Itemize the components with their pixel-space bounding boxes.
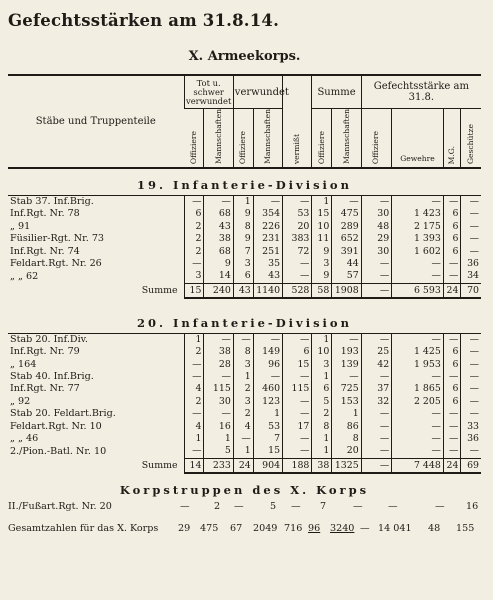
cell-value: 8 xyxy=(312,421,332,433)
cell-value: 1 425 xyxy=(392,346,444,358)
cell-value: — xyxy=(461,383,481,395)
cell-value: — xyxy=(392,334,444,346)
unit-name: Stab 20. Feldart.Brig. xyxy=(10,408,116,420)
cell-value: 2 xyxy=(184,233,204,245)
cell-value: 383 xyxy=(283,233,312,245)
cell-value: 36 xyxy=(461,258,481,270)
sum-value: 58 xyxy=(312,283,332,298)
cell-value: — xyxy=(283,408,312,420)
cell-value: — xyxy=(361,433,392,445)
cell-value: 9 xyxy=(204,258,233,270)
cell-value: 34 xyxy=(461,270,481,283)
cell-value: 6 xyxy=(443,246,461,258)
cell-value: — xyxy=(283,334,312,346)
cell-value: 2 xyxy=(233,383,253,395)
unit-name: Feldart.Rgt. Nr. 10 xyxy=(10,420,102,432)
cell-value: — xyxy=(461,233,481,245)
cell-value: — xyxy=(461,196,481,208)
cell-value: 15 xyxy=(283,359,312,371)
cell-value: 9 xyxy=(233,233,253,245)
korps-value: — xyxy=(291,500,301,512)
sum-value: — xyxy=(361,458,392,473)
cell-value: 1 xyxy=(332,408,361,420)
cell-value: — xyxy=(392,196,444,208)
cell-value: 33 xyxy=(461,421,481,433)
unit-name: Feldart.Rgt. Nr. 26 xyxy=(10,257,102,269)
cell-value: 30 xyxy=(361,246,392,258)
gesamt-value: 3240 xyxy=(330,522,355,534)
cell-value: 3 xyxy=(233,258,253,270)
cell-value: 6 xyxy=(443,233,461,245)
header-verwundet: verwundet xyxy=(233,76,282,109)
cell-value: 16 xyxy=(204,421,233,433)
cell-value: 6 xyxy=(443,221,461,233)
cell-value: — xyxy=(253,196,282,208)
cell-value: — xyxy=(283,396,312,408)
sum-value: 38 xyxy=(312,458,332,473)
header-mannschaften: Mannschaften xyxy=(204,109,233,167)
cell-value: 1 xyxy=(312,196,332,208)
cell-value: 1 393 xyxy=(392,233,444,245)
cell-value: — xyxy=(233,334,253,346)
div19-title: 19. Infanterie-Division xyxy=(137,177,352,192)
korps-value: 5 xyxy=(270,500,277,512)
cell-value: 68 xyxy=(204,246,233,258)
table-row xyxy=(8,221,481,233)
cell-value: 4 xyxy=(184,383,204,395)
sum-value: 7 448 xyxy=(392,458,444,473)
sum-value: 15 xyxy=(184,283,204,298)
gesamt-value: 48 xyxy=(428,522,441,534)
cell-value: 37 xyxy=(361,383,392,395)
korps-row-name: II./Fußart.Rgt. Nr. 20 xyxy=(8,500,112,512)
cell-value: 68 xyxy=(204,208,233,220)
cell-value: — xyxy=(461,346,481,358)
table-row xyxy=(8,233,481,245)
cell-value: 1 xyxy=(204,433,233,445)
table-row xyxy=(8,408,481,420)
cell-value: — xyxy=(443,421,461,433)
unit-name: „ 92 xyxy=(10,395,31,407)
cell-value: 6 xyxy=(443,383,461,395)
header-offiziere: Offiziere xyxy=(188,130,198,164)
gesamt-value: 716 xyxy=(284,522,303,534)
cell-value: — xyxy=(361,421,392,433)
cell-value: 6 xyxy=(443,208,461,220)
korps-value: — xyxy=(388,500,398,512)
cell-value: 9 xyxy=(233,208,253,220)
cell-value: 6 xyxy=(443,346,461,358)
cell-value: 1 865 xyxy=(392,383,444,395)
unit-name: Inf.Rgt. Nr. 77 xyxy=(10,383,80,395)
cell-value: — xyxy=(184,408,204,420)
cell-value: 20 xyxy=(283,221,312,233)
cell-value: — xyxy=(283,258,312,270)
cell-value: 8 xyxy=(332,433,361,445)
cell-value: 3 xyxy=(184,270,204,283)
cell-value: 391 xyxy=(332,246,361,258)
korps-row xyxy=(8,500,481,514)
cell-value: — xyxy=(461,208,481,220)
cell-value: 231 xyxy=(253,233,282,245)
sum-value: 1908 xyxy=(332,283,361,298)
table-row xyxy=(8,208,481,220)
cell-value: 20 xyxy=(332,445,361,458)
cell-value: — xyxy=(361,258,392,270)
cell-value: 115 xyxy=(204,383,233,395)
cell-value: — xyxy=(361,270,392,283)
cell-value: — xyxy=(204,196,233,208)
cell-value: 4 xyxy=(233,421,253,433)
cell-value: — xyxy=(461,359,481,371)
cell-value: 7 xyxy=(253,433,282,445)
cell-value: 1 xyxy=(312,334,332,346)
gesamt-value: 14 041 xyxy=(378,522,412,534)
sum-row xyxy=(8,458,481,473)
cell-value: 2 xyxy=(233,408,253,420)
gesamt-value: 2049 xyxy=(253,522,278,534)
cell-value: 6 xyxy=(443,396,461,408)
cell-value: 6 xyxy=(443,359,461,371)
cell-value: 193 xyxy=(332,346,361,358)
sum-value: 43 xyxy=(233,283,253,298)
header-mannschaften: Mannschaften xyxy=(253,109,282,167)
cell-value: — xyxy=(461,246,481,258)
table-row xyxy=(8,383,481,395)
div20-title: 20. Infanterie-Division xyxy=(137,315,352,330)
table-row xyxy=(8,334,481,346)
cell-value: 36 xyxy=(461,433,481,445)
cell-value: 460 xyxy=(253,383,282,395)
gesamt-label: Gesamtzahlen für das X. Korps xyxy=(8,522,159,534)
cell-value: 1 xyxy=(233,196,253,208)
cell-value: — xyxy=(443,445,461,458)
cell-value: 725 xyxy=(332,383,361,395)
sum-label: Summe xyxy=(141,285,178,296)
table-row xyxy=(8,396,481,408)
cell-value: 43 xyxy=(253,270,282,283)
korps-value: 7 xyxy=(320,500,327,512)
div20-table xyxy=(8,334,481,474)
cell-value: — xyxy=(461,221,481,233)
cell-value: — xyxy=(283,371,312,383)
header-offiziere: Offiziere xyxy=(233,109,253,167)
sum-value: 1325 xyxy=(332,458,361,473)
korps-value: — xyxy=(180,500,190,512)
cell-value: 149 xyxy=(253,346,282,358)
cell-value: 2 xyxy=(184,396,204,408)
gesamt-row xyxy=(8,522,481,536)
sum-value: 904 xyxy=(253,458,282,473)
korps-value: 16 xyxy=(466,500,479,512)
table-row xyxy=(8,258,481,270)
unit-name: 2./Pion.-Batl. Nr. 10 xyxy=(10,445,107,457)
cell-value: 38 xyxy=(204,346,233,358)
table-row xyxy=(8,246,481,258)
cell-value: 652 xyxy=(332,233,361,245)
cell-value: 2 xyxy=(184,346,204,358)
cell-value: 72 xyxy=(283,246,312,258)
sum-label: Summe xyxy=(141,460,178,472)
table-row xyxy=(8,196,481,208)
cell-value: 1 xyxy=(253,408,282,420)
cell-value: — xyxy=(392,270,444,283)
cell-value: — xyxy=(392,433,444,445)
cell-value: — xyxy=(443,258,461,270)
cell-value: — xyxy=(361,445,392,458)
sum-value: 69 xyxy=(461,458,481,473)
cell-value: 1 953 xyxy=(392,359,444,371)
cell-value: 153 xyxy=(332,396,361,408)
cell-value: 17 xyxy=(283,421,312,433)
cell-value: 1 xyxy=(184,334,204,346)
cell-value: 86 xyxy=(332,421,361,433)
cell-value: — xyxy=(361,408,392,420)
div19-table xyxy=(8,196,481,299)
cell-value: 44 xyxy=(332,258,361,270)
korps-value: — xyxy=(435,500,445,512)
table-row xyxy=(8,270,481,283)
cell-value: 5 xyxy=(204,445,233,458)
cell-value: 57 xyxy=(332,270,361,283)
header-units: Stäbe und Truppenteile xyxy=(35,115,156,127)
cell-value: — xyxy=(204,334,233,346)
cell-value: — xyxy=(361,196,392,208)
cell-value: 28 xyxy=(204,359,233,371)
cell-value: 6 xyxy=(283,346,312,358)
table-row xyxy=(8,371,481,383)
table-header xyxy=(8,76,481,167)
cell-value: 2 xyxy=(184,246,204,258)
cell-value: 6 xyxy=(312,383,332,395)
cell-value: 3 xyxy=(233,396,253,408)
unit-name: „ 91 xyxy=(10,220,31,232)
cell-value: 38 xyxy=(204,233,233,245)
cell-value: 30 xyxy=(361,208,392,220)
cell-value: 35 xyxy=(253,258,282,270)
gesamt-value: 29 xyxy=(178,522,191,534)
cell-value: 6 xyxy=(184,208,204,220)
cell-value: 3 xyxy=(312,359,332,371)
cell-value: 2 175 xyxy=(392,221,444,233)
sum-value: — xyxy=(361,283,392,298)
cell-value: 10 xyxy=(312,346,332,358)
page-subtitle: X. Armeekorps. xyxy=(188,49,301,64)
cell-value: — xyxy=(443,371,461,383)
header-summe: Summe xyxy=(312,76,361,109)
unit-name: „ 164 xyxy=(10,358,37,370)
cell-value: 30 xyxy=(204,396,233,408)
sum-value: 528 xyxy=(283,283,312,298)
cell-value: — xyxy=(283,433,312,445)
cell-value: — xyxy=(392,421,444,433)
cell-value: 1 602 xyxy=(392,246,444,258)
unit-name: Stab 40. Inf.Brig. xyxy=(10,370,94,382)
header-vermisst: vermißt xyxy=(283,76,312,167)
cell-value: 29 xyxy=(361,233,392,245)
cell-value: 15 xyxy=(253,445,282,458)
cell-value: — xyxy=(204,371,233,383)
korps-title: Korpstruppen des X. Korps xyxy=(119,482,370,497)
page-title: Gefechtsstärken am 31.8.14. xyxy=(8,11,280,30)
cell-value: — xyxy=(461,408,481,420)
cell-value: 1 xyxy=(184,433,204,445)
header-gewehre: Gewehre xyxy=(392,109,444,167)
sum-value: 233 xyxy=(204,458,233,473)
cell-value: 25 xyxy=(361,346,392,358)
sum-value: 1140 xyxy=(253,283,282,298)
cell-value: 139 xyxy=(332,359,361,371)
table-row xyxy=(8,445,481,458)
cell-value: 8 xyxy=(233,221,253,233)
cell-value: 6 xyxy=(233,270,253,283)
unit-name: „ „ 46 xyxy=(10,433,39,444)
sum-value: 188 xyxy=(283,458,312,473)
cell-value: 53 xyxy=(253,421,282,433)
cell-value: — xyxy=(443,408,461,420)
cell-value: 354 xyxy=(253,208,282,220)
cell-value: — xyxy=(461,334,481,346)
header-mannschaften: Mannschaften xyxy=(332,109,361,167)
cell-value: — xyxy=(392,258,444,270)
unit-name: „ „ 62 xyxy=(10,270,39,282)
cell-value: — xyxy=(461,445,481,458)
cell-value: 2 205 xyxy=(392,396,444,408)
gesamt-value: 96 xyxy=(308,522,321,534)
cell-value: 15 xyxy=(312,208,332,220)
sum-value: 24 xyxy=(233,458,253,473)
korps-value: 2 xyxy=(214,500,221,512)
cell-value: 2 xyxy=(312,408,332,420)
header-geschuetze: Geschütze xyxy=(461,109,481,167)
sum-value: 6 593 xyxy=(392,283,444,298)
sum-value: 14 xyxy=(184,458,204,473)
table-row xyxy=(8,359,481,371)
table-row xyxy=(8,346,481,358)
cell-value: 10 xyxy=(312,221,332,233)
gesamt-value: — xyxy=(360,522,370,534)
cell-value: — xyxy=(332,371,361,383)
cell-value: — xyxy=(392,445,444,458)
gesamt-value: 475 xyxy=(200,522,219,534)
sum-value: 70 xyxy=(461,283,481,298)
cell-value: — xyxy=(392,371,444,383)
cell-value: 1 xyxy=(233,445,253,458)
cell-value: — xyxy=(361,334,392,346)
header-offiziere: Offiziere xyxy=(361,109,392,167)
cell-value: 226 xyxy=(253,221,282,233)
cell-value: 3 xyxy=(312,258,332,270)
cell-value: — xyxy=(361,371,392,383)
cell-value: 5 xyxy=(312,396,332,408)
header-offiziere: Offiziere xyxy=(312,109,332,167)
cell-value: 14 xyxy=(204,270,233,283)
sum-value: 24 xyxy=(443,283,461,298)
cell-value: 3 xyxy=(233,359,253,371)
cell-value: 7 xyxy=(233,246,253,258)
cell-value: — xyxy=(443,334,461,346)
cell-value: — xyxy=(184,445,204,458)
korps-value: — xyxy=(353,500,363,512)
cell-value: — xyxy=(184,371,204,383)
cell-value: 475 xyxy=(332,208,361,220)
gesamt-value: 155 xyxy=(456,522,475,534)
unit-name: Inf.Rgt. Nr. 78 xyxy=(10,208,80,220)
cell-value: 4 xyxy=(184,421,204,433)
cell-value: — xyxy=(283,196,312,208)
header-tot: Tot u. schwer verwundet xyxy=(184,76,233,109)
cell-value: 1 xyxy=(312,445,332,458)
cell-value: 42 xyxy=(361,359,392,371)
cell-value: — xyxy=(184,196,204,208)
unit-name: Inf.Rgt. Nr. 74 xyxy=(10,245,80,257)
cell-value: 8 xyxy=(233,346,253,358)
cell-value: — xyxy=(443,196,461,208)
cell-value: 43 xyxy=(204,221,233,233)
cell-value: — xyxy=(253,371,282,383)
cell-value: — xyxy=(233,433,253,445)
cell-value: 1 xyxy=(312,371,332,383)
cell-value: — xyxy=(461,396,481,408)
cell-value: — xyxy=(443,270,461,283)
cell-value: — xyxy=(184,258,204,270)
cell-value: 1 xyxy=(233,371,253,383)
sum-value: 240 xyxy=(204,283,233,298)
cell-value: — xyxy=(283,445,312,458)
unit-name: Inf.Rgt. Nr. 79 xyxy=(10,346,80,358)
cell-value: 53 xyxy=(283,208,312,220)
table-row xyxy=(8,433,481,445)
unit-name: Füsilier-Rgt. Nr. 73 xyxy=(10,233,105,245)
table-row xyxy=(8,421,481,433)
cell-value: 48 xyxy=(361,221,392,233)
cell-value: 1 423 xyxy=(392,208,444,220)
cell-value: 96 xyxy=(253,359,282,371)
header-gefecht: Gefechtsstärke am 31.8. xyxy=(361,76,481,109)
cell-value: 123 xyxy=(253,396,282,408)
unit-name: Stab 37. Inf.Brig. xyxy=(10,195,94,207)
cell-value: — xyxy=(184,359,204,371)
header-mg: M.G. xyxy=(443,109,461,167)
cell-value: — xyxy=(392,408,444,420)
sum-value: 24 xyxy=(443,458,461,473)
cell-value: 289 xyxy=(332,221,361,233)
cell-value: 2 xyxy=(184,221,204,233)
cell-value: 251 xyxy=(253,246,282,258)
korps-value: — xyxy=(234,500,244,512)
cell-value: 11 xyxy=(312,233,332,245)
sum-row xyxy=(8,283,481,298)
cell-value: — xyxy=(204,408,233,420)
cell-value: — xyxy=(332,196,361,208)
cell-value: 9 xyxy=(312,270,332,283)
cell-value: — xyxy=(461,371,481,383)
cell-value: — xyxy=(253,334,282,346)
cell-value: — xyxy=(443,433,461,445)
cell-value: 1 xyxy=(312,433,332,445)
cell-value: 32 xyxy=(361,396,392,408)
cell-value: — xyxy=(332,334,361,346)
cell-value: — xyxy=(283,270,312,283)
cell-value: 115 xyxy=(283,383,312,395)
gesamt-value: 67 xyxy=(230,522,243,534)
unit-name: Stab 20. Inf.Div. xyxy=(10,333,88,345)
cell-value: 9 xyxy=(312,246,332,258)
